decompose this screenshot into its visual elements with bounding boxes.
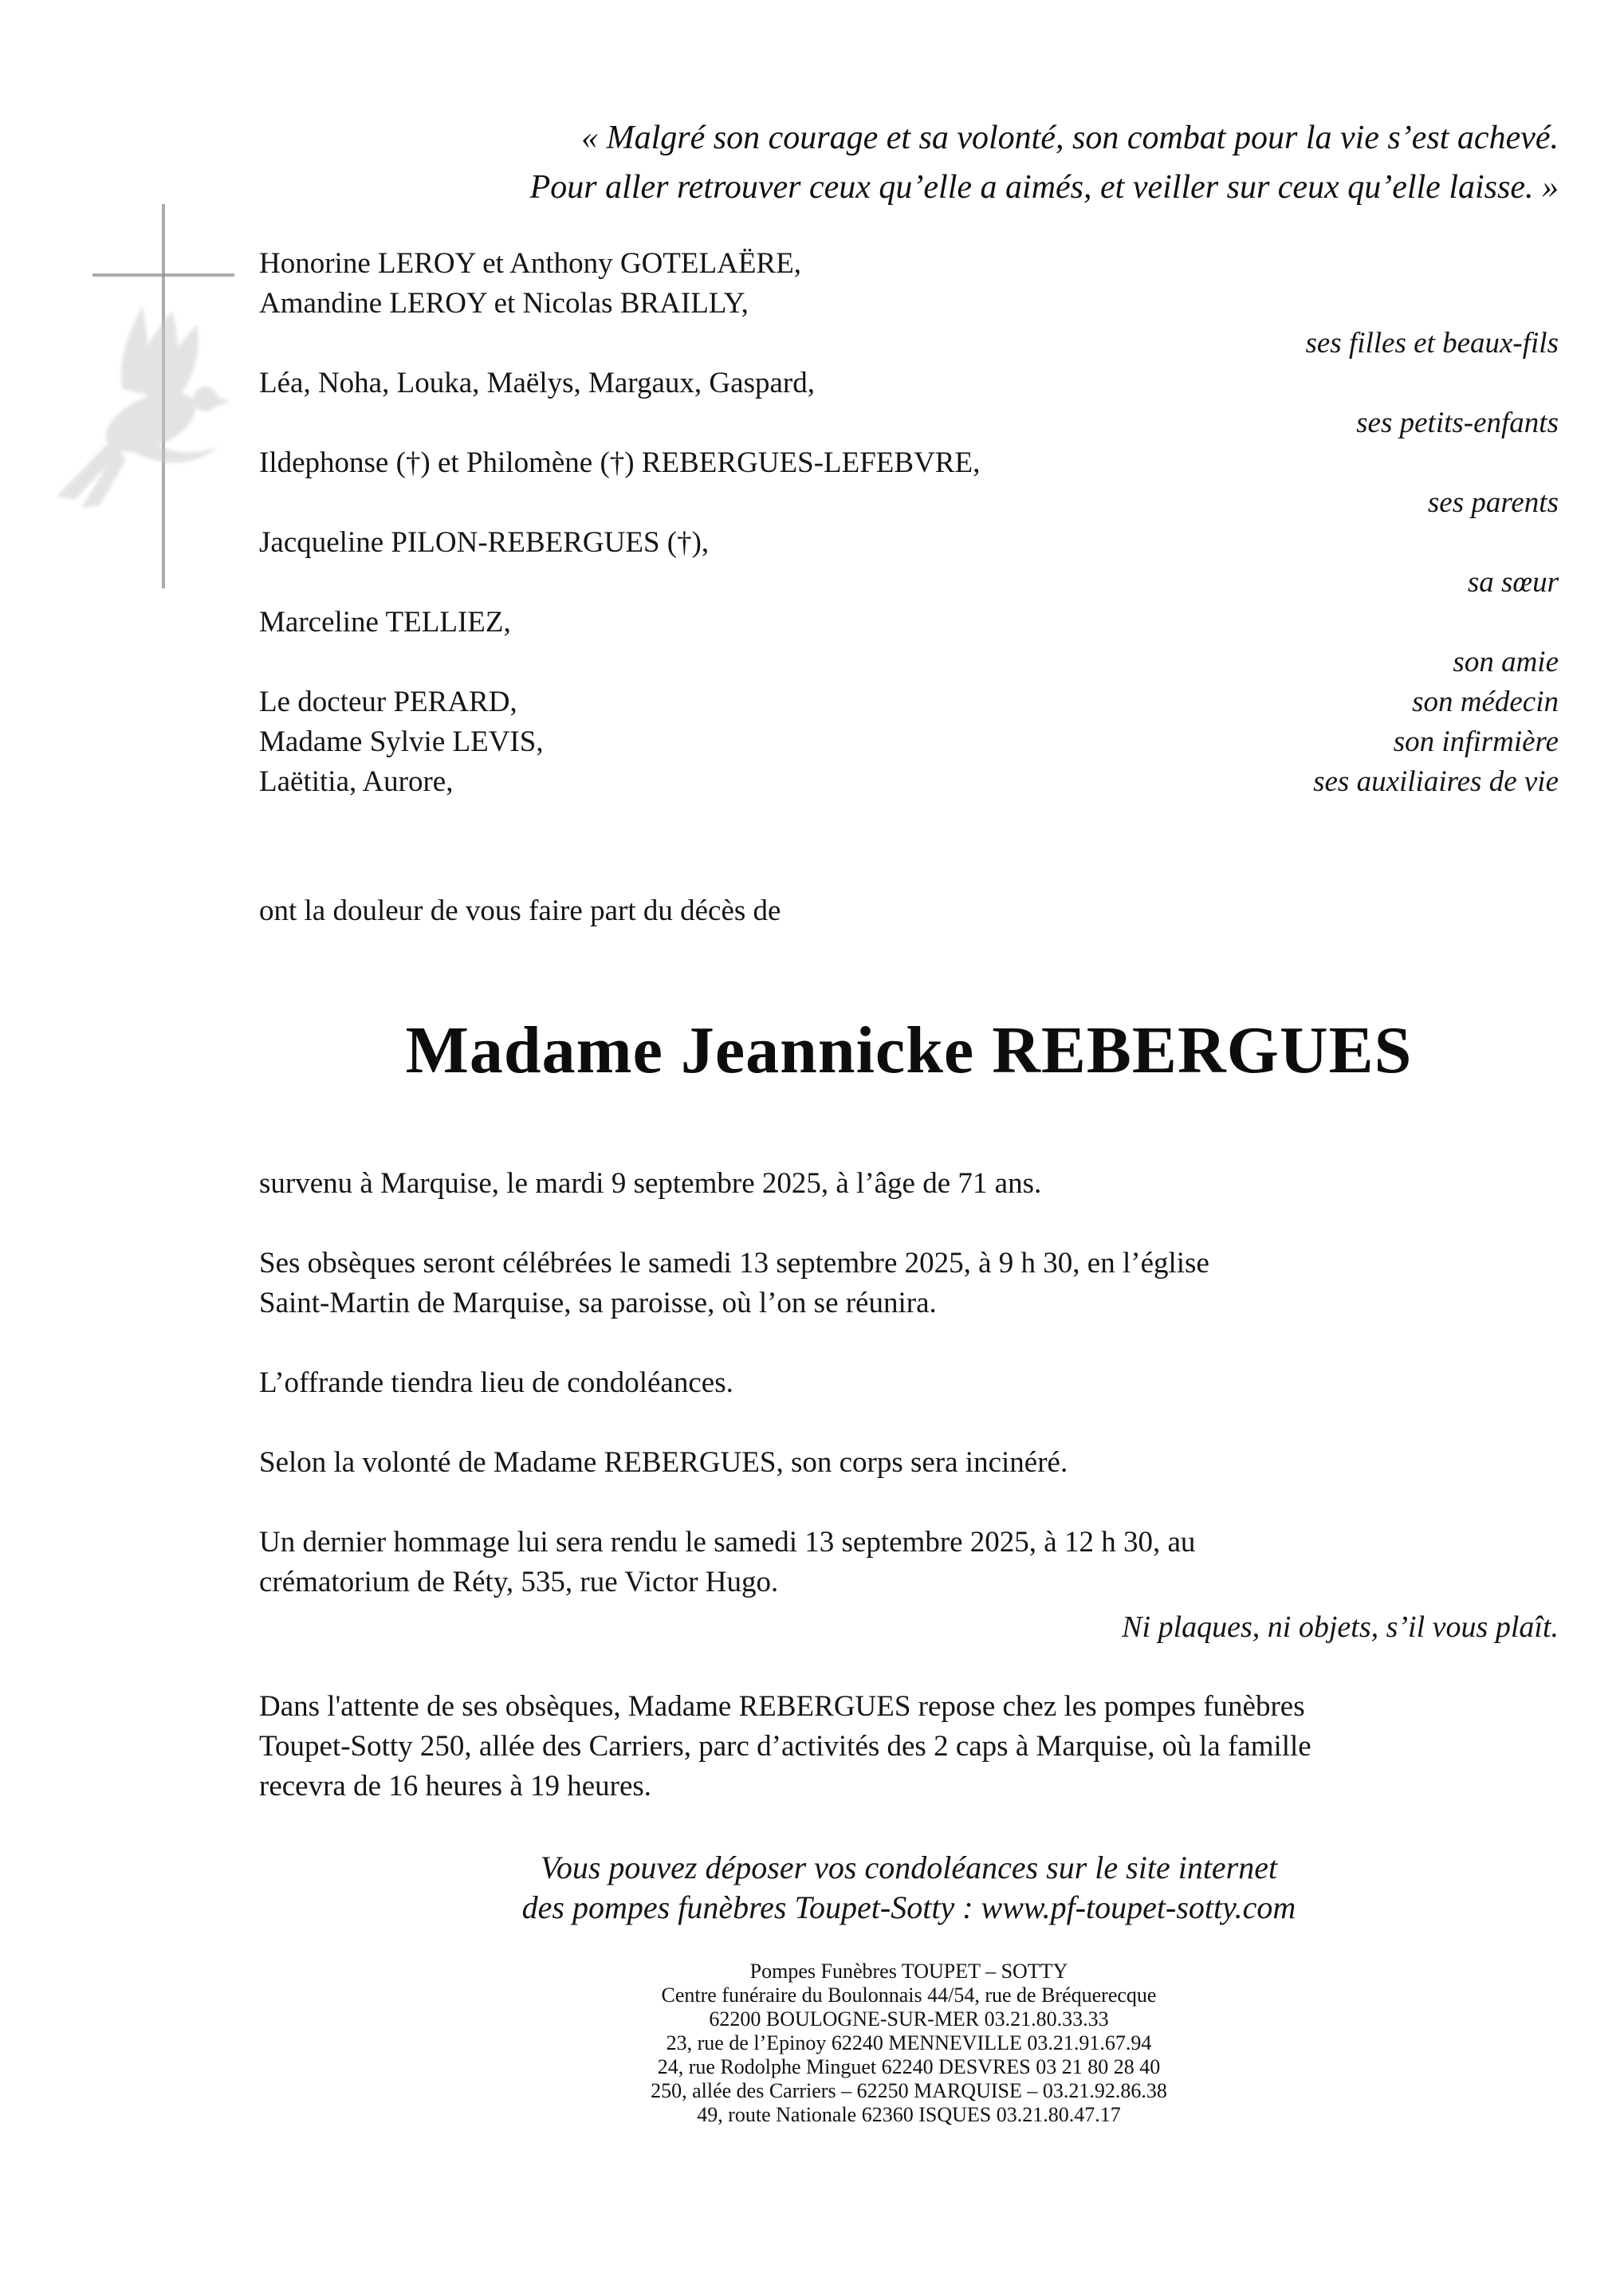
family-names: Madame Sylvie LEVIS, — [259, 725, 544, 758]
condolences-line: Vous pouvez déposer vos condoléances sur le site internet — [540, 1850, 1278, 1885]
paragraph-tribute — [259, 1523, 1559, 1602]
footer-address: 23, rue de l’Epinoy 62240 MENNEVILLE 03.21.91.67.94 — [666, 2031, 1152, 2054]
cross-icon — [162, 204, 165, 588]
footer-address: 62200 BOULOGNE-SUR-MER 03.21.80.33.33 — [709, 2007, 1109, 2031]
family-names: Ildephonse (†) et Philomène (†) REBERGUES-LEFEBVRE, — [259, 446, 981, 479]
relation-label: ses petits-enfants — [1356, 407, 1559, 439]
footer-address: 24, rue Rodolphe Minguet 62240 DESVRES 03 21 80 28 40 — [657, 2055, 1161, 2078]
dove-icon — [49, 297, 249, 528]
paragraph-line: recevra de 16 heures à 19 heures. — [259, 1770, 652, 1803]
family-row — [259, 364, 1559, 403]
family-row — [259, 682, 1559, 722]
family-row — [259, 244, 1559, 284]
deceased-name-title: Madame Jeannicke REBERGUES — [405, 1013, 1413, 1087]
opening-quote — [259, 113, 1559, 212]
paragraph-funeral — [259, 1244, 1559, 1323]
quote-line-1: « Malgré son courage et sa volonté, son combat pour la vie s’est achevé. — [581, 120, 1559, 156]
paragraph-line: L’offrande tiendra lieu de condoléances. — [259, 1366, 733, 1399]
family-row — [259, 603, 1559, 643]
online-condolences — [259, 1848, 1559, 1928]
family-row — [259, 523, 1559, 563]
family-row — [259, 563, 1559, 603]
relation-label: ses auxiliaires de vie — [1313, 765, 1559, 798]
family-row — [259, 643, 1559, 682]
paragraph-offering — [259, 1363, 1559, 1403]
paragraph-line: Ses obsèques seront célébrées le samedi 13 septembre 2025, à 9 h 30, en l’église — [259, 1247, 1209, 1280]
footer-address: 49, route Nationale 62360 ISQUES 03.21.80.47.17 — [697, 2103, 1121, 2126]
family-row — [259, 722, 1559, 762]
cross-icon — [92, 273, 234, 277]
family-names: Honorine LEROY et Anthony GOTELAËRE, — [259, 247, 801, 280]
announcement-intro: ont la douleur de vous faire part du décès de — [259, 894, 781, 927]
paragraph-repose — [259, 1687, 1559, 1807]
document-content — [259, 0, 1559, 2127]
paragraph-death — [259, 1164, 1559, 1204]
relation-label: sa sœur — [1467, 566, 1559, 599]
relation-label: son médecin — [1412, 686, 1559, 718]
relation-label: son amie — [1453, 646, 1559, 678]
family-row — [259, 403, 1559, 443]
no-plaques-note: Ni plaques, ni objets, s’il vous plaît. — [1122, 1610, 1559, 1644]
footer-company-name: Pompes Funèbres TOUPET – SOTTY — [749, 1960, 1068, 1983]
family-names: Jacqueline PILON-REBERGUES (†), — [259, 526, 710, 559]
funeral-home-footer — [259, 1960, 1559, 2127]
family-names: Amandine LEROY et Nicolas BRAILLY, — [259, 287, 749, 320]
footer-address: 250, allée des Carriers – 62250 MARQUISE – 03.21.92.86.38 — [651, 2079, 1167, 2102]
family-names: Le docteur PERARD, — [259, 686, 517, 718]
relation-label: son infirmière — [1393, 725, 1559, 758]
relation-label: ses parents — [1427, 486, 1559, 519]
family-list — [259, 244, 1559, 802]
paragraph-line: survenu à Marquise, le mardi 9 septembre 2025, à l’âge de 71 ans. — [259, 1167, 1042, 1200]
family-row — [259, 483, 1559, 523]
paragraph-line: Saint-Martin de Marquise, sa paroisse, où l’on se réunira. — [259, 1287, 937, 1319]
family-names: Léa, Noha, Louka, Maëlys, Margaux, Gaspard, — [259, 367, 815, 399]
paragraph-cremation — [259, 1443, 1559, 1483]
family-names: Marceline TELLIEZ, — [259, 606, 511, 639]
family-row — [259, 324, 1559, 364]
family-names: Laëtitia, Aurore, — [259, 765, 454, 798]
relation-label: ses filles et beaux-fils — [1305, 327, 1559, 360]
condolences-line: des pompes funèbres Toupet-Sotty : www.pf-toupet-sotty.com — [521, 1889, 1296, 1925]
paragraph-line: Selon la volonté de Madame REBERGUES, son corps sera incinéré. — [259, 1446, 1068, 1479]
family-row — [259, 762, 1559, 802]
paragraph-line: Toupet-Sotty 250, allée des Carriers, parc d’activités des 2 caps à Marquise, où la famille — [259, 1730, 1311, 1763]
paragraph-line: Dans l'attente de ses obsèques, Madame REBERGUES repose chez les pompes funèbres — [259, 1690, 1305, 1723]
footer-address: Centre funéraire du Boulonnais 44/54, rue de Bréquerecque — [661, 1983, 1157, 2007]
quote-line-2: Pour aller retrouver ceux qu’elle a aimés, et veiller sur ceux qu’elle laisse. » — [529, 169, 1559, 206]
family-row — [259, 443, 1559, 483]
paragraph-line: Un dernier hommage lui sera rendu le samedi 13 septembre 2025, à 12 h 30, au — [259, 1526, 1196, 1559]
paragraph-line: crématorium de Réty, 535, rue Victor Hugo. — [259, 1566, 779, 1598]
family-row — [259, 284, 1559, 324]
